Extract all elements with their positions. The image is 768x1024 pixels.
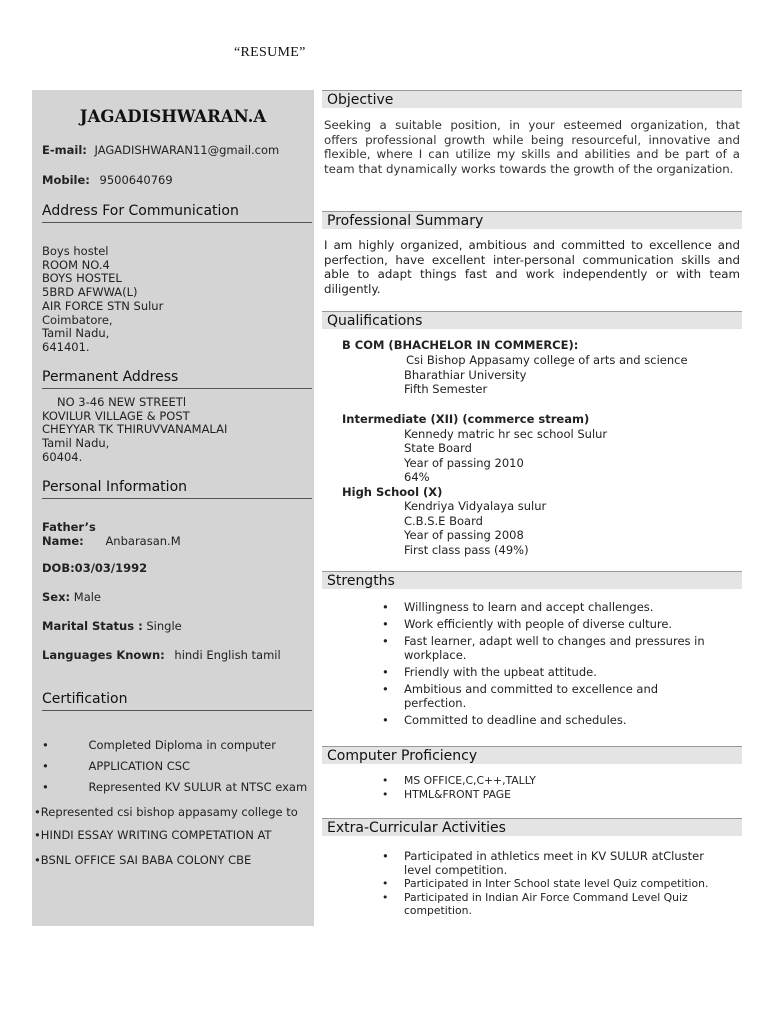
address-comm-heading: Address For Communication [42, 203, 312, 223]
bullet-icon: • [34, 805, 41, 819]
qualification-detail: Bharathiar University [404, 368, 527, 382]
left-sidebar [32, 90, 314, 926]
list-item: • Work efficiently with people of diverse culture. [382, 617, 673, 631]
bullet-icon: • [382, 890, 389, 904]
father-name-value: Anbarasan.M [105, 534, 181, 548]
bullet-icon: • [382, 877, 389, 890]
qualification-detail: 64% [404, 470, 430, 484]
languages-value: hindi English tamil [174, 648, 281, 662]
intermediate-title: Intermediate (XII) (commerce stream) [342, 412, 590, 426]
high-school-title: High School (X) [342, 485, 443, 499]
email-label: E-mail: [42, 143, 87, 157]
certification-text: BSNL OFFICE SAI BABA COLONY CBE [40, 853, 252, 867]
document-title: “RESUME” [234, 45, 306, 60]
certification-item [42, 759, 190, 773]
personal-info-heading: Personal Information [42, 479, 312, 499]
marital-value: Single [146, 619, 182, 633]
list-item: • Friendly with the upbeat attitude. [382, 665, 597, 679]
father-label-2: Name: [42, 534, 84, 548]
address-line: Tamil Nadu, [42, 326, 110, 341]
list-item: • Willingness to learn and accept challenges. [382, 600, 654, 614]
certification-item [34, 853, 251, 867]
bullet-icon: • [382, 787, 389, 801]
mobile-row [42, 173, 173, 187]
computer-list [380, 774, 730, 801]
dob: DOB:03/03/1992 [42, 561, 148, 575]
bullet-icon: • [34, 853, 41, 867]
objective-text: Seeking a suitable position, in your esteemed organization, that offers professional growth while being resourceful, innovative and flexible, where I can utilize my skills and abilities and be part of a team that dynamically works towards the growth of the organization. [324, 118, 740, 176]
certification-text: HINDI ESSAY WRITING COMPETATION AT [40, 828, 272, 842]
bullet-icon: • [382, 713, 389, 727]
address-line: ROOM NO.4 [42, 257, 110, 272]
certification-text: Represented csi bishop appasamy college to [40, 805, 298, 819]
list-item: • Participated in Indian Air Force Command Level Quiz competition. [382, 890, 688, 917]
candidate-name: JAGADISHWARAN.A [79, 107, 267, 126]
list-item: • Ambitious and committed to excellence and perfection. [382, 682, 659, 710]
sex-value: Male [73, 590, 102, 604]
qualification-detail: Kennedy matric hr sec school Sulur [404, 427, 608, 441]
certification-heading: Certification [42, 691, 312, 711]
list-item: • Participated in Inter School state level Quiz competition. [382, 877, 709, 890]
mobile-value: 9500640769 [99, 173, 173, 187]
list-item: • Participated in athletics meet in KV SULUR atCluster level competition. [382, 849, 704, 877]
bullet-icon: • [382, 682, 389, 696]
email-row [42, 143, 279, 157]
certification-text: APPLICATION CSC [88, 759, 191, 773]
list-item: • HTML&FRONT PAGE [382, 787, 511, 801]
address-line: CHEYYAR TK THIRUVVANAMALAI [42, 422, 228, 437]
bcom-title: B COM (BHACHELOR IN COMMERCE): [342, 338, 579, 352]
list-item: • MS OFFICE,C,C++,TALLY [382, 774, 536, 787]
certification-item [42, 780, 307, 794]
certification-item [34, 805, 298, 819]
bullet-icon: • [42, 738, 49, 752]
qualification-detail: State Board [404, 441, 472, 455]
address-line: Coimbatore, [42, 312, 113, 327]
extra-curricular-list [380, 850, 710, 918]
strengths-heading: Strengths [322, 571, 742, 589]
strengths-list [380, 600, 730, 727]
bullet-icon: • [382, 634, 389, 648]
sex-row [42, 590, 101, 604]
computer-proficiency-heading: Computer Proficiency [322, 746, 742, 764]
address-comm-lines [42, 245, 163, 355]
bullet-icon: • [42, 780, 49, 794]
summary-text: I am highly organized, ambitious and committed to excellence and perfection, have excellent inter-personal communication skills and able to adapt things fast and work independently or with team diligently. [324, 238, 740, 296]
address-line: BOYS HOSTEL [42, 271, 122, 286]
email-value[interactable]: JAGADISHWARAN11@gmail.com [94, 143, 280, 157]
qualification-detail: Year of passing 2010 [404, 456, 524, 470]
mobile-label: Mobile: [42, 173, 90, 187]
list-item: • Fast learner, adapt well to changes and pressures in workplace. [382, 634, 705, 662]
bullet-icon: • [382, 665, 389, 679]
father-label-1: Father’s [42, 520, 96, 534]
address-line: NO 3-46 NEW STREETl [57, 395, 187, 409]
permanent-address-lines [42, 396, 227, 465]
bullet-icon: • [382, 849, 389, 863]
extra-curricular-heading: Extra-Curricular Activities [322, 818, 742, 836]
qualification-detail: Kendriya Vidyalaya sulur [404, 499, 547, 513]
languages-row [42, 648, 281, 662]
bullet-icon: • [42, 759, 49, 773]
sex-label: Sex: [42, 590, 71, 604]
qualification-detail: Fifth Semester [404, 382, 488, 396]
qualification-detail: C.B.S.E Board [404, 514, 483, 528]
summary-heading: Professional Summary [322, 211, 742, 229]
address-line: 641401. [42, 339, 90, 354]
bullet-icon: • [382, 600, 389, 614]
bullet-icon: • [382, 617, 389, 631]
bullet-icon: • [34, 828, 41, 842]
languages-label: Languages Known: [42, 648, 165, 662]
address-line: 5BRD AFWWA(L) [42, 285, 138, 300]
address-line: 60404. [42, 449, 83, 464]
permanent-address-heading: Permanent Address [42, 369, 312, 389]
list-item: • Committed to deadline and schedules. [382, 713, 627, 727]
qualification-detail: First class pass (49%) [404, 543, 529, 557]
address-line: AIR FORCE STN Sulur [42, 298, 164, 313]
marital-label: Marital Status : [42, 619, 143, 633]
qualifications-heading: Qualifications [322, 311, 742, 329]
address-line: Tamil Nadu, [42, 436, 110, 451]
certification-item [42, 738, 276, 752]
objective-heading: Objective [322, 90, 742, 108]
address-line: KOVILUR VILLAGE & POST [42, 408, 190, 423]
certification-text: Completed Diploma in computer [88, 738, 276, 752]
qualification-detail: Year of passing 2008 [404, 528, 524, 542]
marital-row [42, 619, 182, 633]
bullet-icon: • [382, 774, 389, 787]
father-row [42, 534, 181, 548]
certification-text: Represented KV SULUR at NTSC exam [88, 780, 308, 794]
qualification-detail: Csi Bishop Appasamy college of arts and science [406, 353, 688, 367]
certification-item [34, 828, 271, 842]
address-line: Boys hostel [42, 244, 109, 258]
